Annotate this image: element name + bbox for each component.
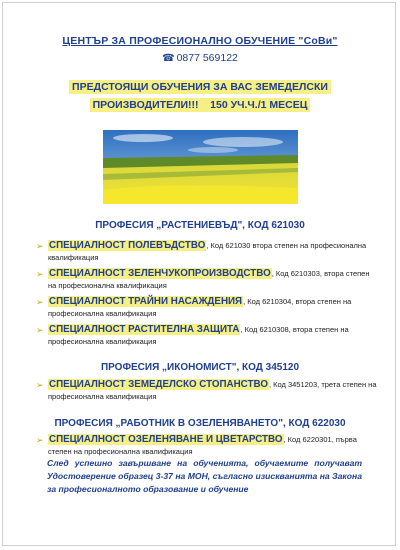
phone-line	[0, 52, 400, 64]
arrow-bullet-icon: ➢	[36, 435, 44, 445]
profession-title-1: ПРОФЕСИЯ „РАСТЕНИЕВЪД", КОД 621030	[95, 220, 305, 231]
arrow-bullet-icon: ➢	[36, 325, 44, 335]
specialty-item: ➢ СПЕЦИАЛНОСТ ПОЛЕВЪДСТВО, Код 621030 втора степен на професионална квалификация	[36, 240, 367, 262]
arrow-bullet-icon: ➢	[36, 269, 44, 279]
profession-title-2: ПРОФЕСИЯ „ИКОНОМИСТ", КОД 345120	[100, 362, 300, 373]
specialty-item: ➢ СПЕЦИАЛНОСТ ЗЕЛЕНЧУКОПРОИЗВОДСТВО, Код 6210303, втора степен на професионална квалификация	[36, 268, 370, 290]
certification-note: След успешно завършване на обученията, обучаемите получават Удостоверение образец 3-37 на МОН, съгласно изискванията на Закона за професионалното образование и обучение	[47, 458, 362, 494]
headline-line-1: ПРЕДСТОЯЩИ ОБУЧЕНИЯ ЗА ВАС ЗЕМЕДЕЛСКИ	[0, 81, 400, 93]
phone-number: 0877 569122	[176, 52, 238, 64]
specialty-item: ➢ СПЕЦИАЛНОСТ ОЗЕЛЕНЯВАНЕ И ЦВЕТАРСТВО, Код 6220301, първа степен на професионална квалификация	[36, 434, 357, 456]
organization-name: ЦЕНТЪР ЗА ПРОФЕСИОНАЛНО ОБУЧЕНИЕ "СоВи"	[62, 35, 338, 47]
arrow-bullet-icon: ➢	[36, 241, 44, 251]
arrow-bullet-icon: ➢	[36, 380, 44, 390]
telephone-icon: ☎	[162, 53, 175, 64]
rapeseed-field-photo	[103, 130, 298, 204]
headline-line-2: ПРОИЗВОДИТЕЛИ!!! 150 УЧ.Ч./1 МЕСЕЦ	[0, 99, 400, 111]
profession-title-3: ПРОФЕСИЯ „РАБОТНИК В ОЗЕЛЕНЯВАНЕТО", КОД 622030	[54, 418, 346, 429]
specialty-item: ➢ СПЕЦИАЛНОСТ ЗЕМЕДЕЛСКО СТОПАНСТВО, Код 3451203, трета степен на професионална квалификация	[36, 379, 377, 401]
arrow-bullet-icon: ➢	[36, 297, 44, 307]
specialty-item: ➢ СПЕЦИАЛНОСТ РАСТИТЕЛНА ЗАЩИТА, Код 6210308, втора степен на професионална квалификация	[36, 324, 349, 346]
specialty-item: ➢ СПЕЦИАЛНОСТ ТРАЙНИ НАСАЖДЕНИЯ, Код 6210304, втора степен на професионална квалификация	[36, 296, 352, 318]
